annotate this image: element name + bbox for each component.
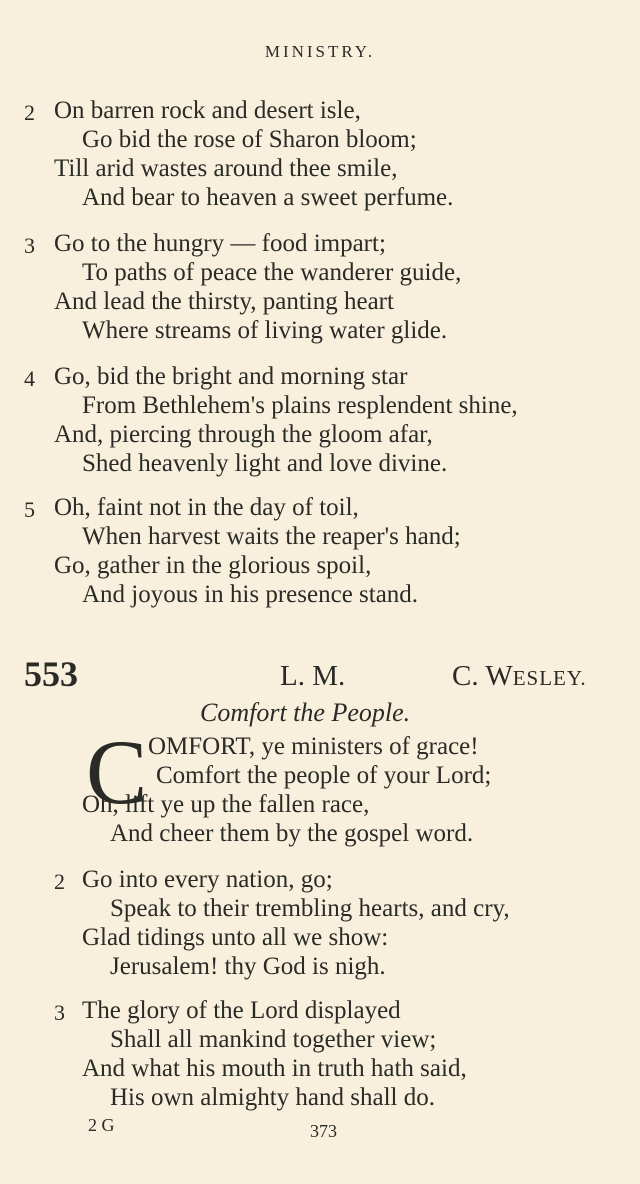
hymn-author [452,658,587,696]
verse-line: From Bethlehem's plains resplendent shine, [82,392,518,419]
verse-line: Speak to their trembling hearts, and cry, [110,895,510,922]
stanza-number: 3 [24,233,35,258]
verse-line: And joyous in his presence stand. [82,581,419,608]
verse-line: Comfort the people of your Lord; [156,762,492,789]
verse-line: And lead the thirsty, panting heart [54,288,394,315]
verse-line: Go into every nation, go; [82,866,333,893]
verse-line: When harvest waits the reaper's hand; [82,523,461,550]
verse-line: Go bid the rose of Sharon bloom; [82,126,417,153]
verse-line: Jerusalem! thy God is nigh. [110,953,386,980]
stanza-number: 2 [54,869,65,894]
verse-line: Shall all mankind together view; [110,1026,437,1053]
verse-line: And bear to heaven a sweet perfume. [82,184,454,211]
verse-line: And cheer them by the gospel word. [110,820,474,847]
verse-line: Shed heavenly light and love divine. [82,450,448,477]
verse-line: His own almighty hand shall do. [110,1084,435,1111]
drop-cap: C [86,721,148,823]
verse-line: On barren rock and desert isle, [54,97,361,124]
author-surname: ESLEY. [512,666,587,690]
page-number: 373 [310,1121,337,1141]
verse-line: Go to the hungry — food impart; [54,230,386,257]
hymn-number: 553 [24,654,78,694]
verse-line: Oh, faint not in the day of toil, [54,494,359,521]
verse-line: The glory of the Lord displayed [82,997,401,1024]
stanza-number: 4 [24,366,35,391]
verse-line: Go, gather in the glorious spoil, [54,552,372,579]
stanza-number: 3 [54,1000,65,1025]
hymn-meter: L. M. [280,660,346,692]
verse-line: OMFORT, ye ministers of grace! [148,733,479,760]
verse-line: And, piercing through the gloom afar, [54,421,433,448]
author-initial: C. W [452,660,513,692]
verse-line: To paths of peace the wanderer guide, [82,259,462,286]
verse-line: Glad tidings unto all we show: [82,924,389,951]
running-head: MINISTRY. [264,42,376,61]
verse-line: Till arid wastes around thee smile, [54,155,398,182]
stanza-number: 2 [24,100,35,125]
verse-line: And what his mouth in truth hath said, [82,1055,467,1082]
stanza-number: 5 [24,497,35,522]
verse-line: Oh, lift ye up the fallen race, [82,791,370,818]
hymn-title: Comfort the People. [200,698,411,727]
verse-line: Where streams of living water glide. [82,317,448,344]
signature-mark: 2 G [88,1115,115,1135]
verse-line: Go, bid the bright and morning star [54,363,408,390]
